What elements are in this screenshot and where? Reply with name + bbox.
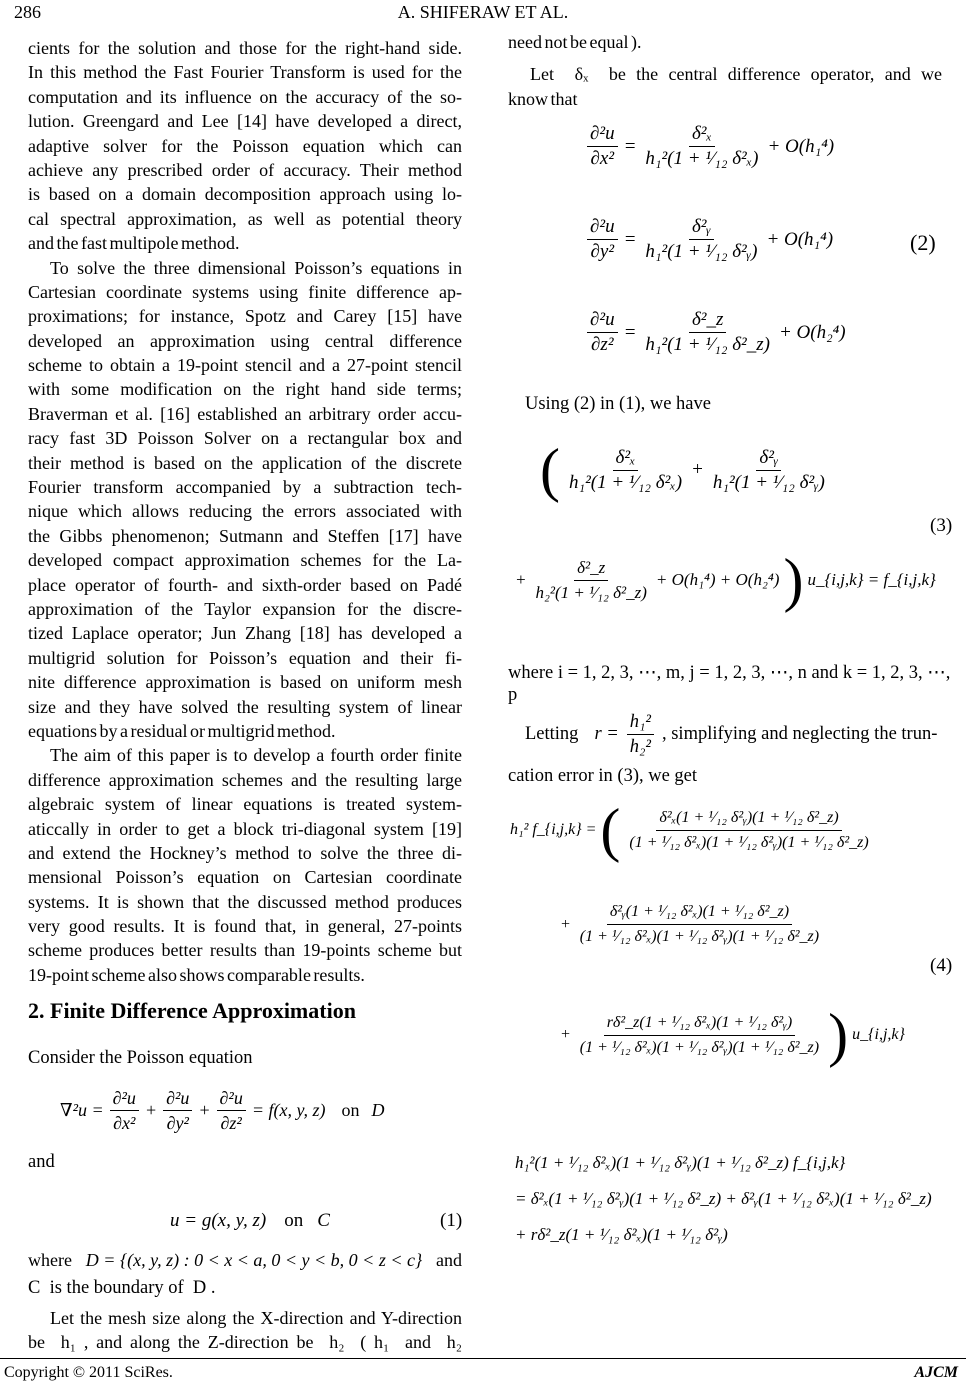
denominator: ∂y² — [166, 1113, 189, 1133]
eq3-row: + $\frac{\text{δ²\_z}}{\text{h₂²(1 + ¹⁄₁₂ δ²\_z)}}$ + O(h₁⁴) + O(h₂⁴) ) u_{i,j,k} = f_{i,j,k} — [515, 547, 936, 613]
eq-term: = f(x, y, z) — [251, 1100, 326, 1120]
text-line: algebraic system of linear equations is treated system- — [28, 794, 462, 815]
eq-term: r = — [594, 724, 619, 744]
eq-term: C — [317, 1210, 330, 1231]
text-line: know that — [508, 88, 578, 109]
eq-term: ∇²u = — [60, 1100, 104, 1120]
domain-expression: D = {(x, y, z) : 0 < x < a, 0 < y < b, 0 < z < c} — [85, 1250, 423, 1270]
denominator: ∂z² — [220, 1113, 242, 1133]
denominator: ∂x² — [590, 148, 615, 169]
text-line: 19-point scheme also shows comparable results. — [28, 964, 365, 985]
denominator: h₂² — [629, 737, 651, 757]
text-line: developed compact approximation schemes for the La- — [28, 550, 462, 571]
numerator: ∂²u — [110, 1086, 139, 1111]
fraction — [110, 1086, 139, 1135]
text-line: racy fast 3D Poisson Solver on a rectangular box and — [28, 428, 462, 449]
eq3-row: ( $\frac{\text{δ²ₓ}}{\text{h₁²(1 + ¹⁄₁₂ δ²ₓ)}}$ + $\frac{\text{δ²ᵧ}}{\text{h₁²(1 + ¹⁄₁₂ δ²ᵧ)}}$ — [540, 440, 830, 500]
right-column-intro — [508, 30, 942, 111]
footer-rule — [0, 1358, 966, 1359]
paragraph-3 — [28, 743, 462, 987]
numerator: δ²ₓ(1 + ¹⁄₁₂ δ²ᵧ)(1 + ¹⁄₁₂ δ²_z) — [656, 806, 841, 831]
numerator: δ²ᵧ — [689, 215, 714, 240]
text-line: computation and its influence on the accuracy of the so- — [28, 86, 462, 107]
text: , simplifying and neglecting the trun- — [661, 724, 938, 744]
fraction — [217, 1086, 246, 1135]
denominator: (1 + ¹⁄₁₂ δ²ₓ)(1 + ¹⁄₁₂ δ²ᵧ)(1 + ¹⁄₁₂ δ²_z) — [579, 928, 820, 945]
right-paren: ) — [783, 547, 804, 613]
equation-label: (1) — [440, 1210, 463, 1231]
denominator: h₁²(1 + ¹⁄₁₂ δ²ᵧ) — [712, 471, 825, 493]
text-line: The aim of this paper is to develop a fourth order finite — [50, 745, 462, 766]
eq-term: + O(h₂⁴) — [778, 321, 846, 343]
eq4-row — [560, 900, 824, 949]
text-line: Braverman et al. [16] established an arbitrary order accu- — [28, 403, 462, 424]
text-line: Cartesian coordinate systems using finite difference ap- — [28, 281, 462, 302]
text-line: and the fast multipole method. — [28, 233, 240, 254]
text-line: Let δₓ be the central difference operator, and we — [530, 64, 942, 85]
plus-sign: + — [560, 915, 571, 933]
section-heading: 2. Finite Difference Approximation — [28, 998, 356, 1023]
left-column — [28, 36, 462, 987]
paragraph-1 — [28, 36, 462, 256]
numerator: h₁² — [627, 710, 654, 735]
text-line: very good results. It is found that, in general, 27-points — [28, 916, 462, 937]
numerator: ∂²u — [217, 1086, 246, 1111]
denominator: ∂z² — [591, 334, 614, 355]
right-paren: ) — [828, 1002, 849, 1068]
eq-term: + O(h₁⁴) + O(h₂⁴) — [655, 570, 780, 589]
text-line: systems. It is shown that the discussed method produces — [28, 891, 462, 912]
eq-term: u = g(x, y, z) — [170, 1210, 267, 1231]
letting-line — [525, 710, 937, 759]
boundary-condition-equation — [170, 1210, 330, 1232]
text-line: need not be equal ). — [508, 32, 642, 52]
index-range-text: where i = 1, 2, 3, ⋯, m, j = 1, 2, 3, ⋯, n and k = 1, 2, 3, ⋯, p — [508, 663, 951, 705]
text-line: Let the mesh size along the X-direction and Y-direction — [50, 1308, 462, 1328]
text-line: tized Laplace operator; Jun Zhang [18] has developed a — [28, 623, 462, 644]
eq-text: on — [341, 1100, 360, 1120]
text: where — [28, 1250, 72, 1270]
text-line: equations by a residual or multigrid method. — [28, 720, 336, 741]
fraction — [163, 1086, 192, 1135]
numerator: rδ²_z(1 + ¹⁄₁₂ δ²ₓ)(1 + ¹⁄₁₂ δ²ᵧ) — [604, 1011, 795, 1036]
numerator: ∂²u — [163, 1086, 192, 1111]
text-line: Fourier transform accompanied by a subtraction tech- — [28, 477, 462, 498]
eq-term: u_{i,j,k} = f_{i,j,k} — [807, 570, 936, 589]
eq-text: on — [284, 1210, 304, 1231]
numerator: δ²ᵧ(1 + ¹⁄₁₂ δ²ₓ)(1 + ¹⁄₁₂ δ²_z) — [607, 900, 792, 925]
left-paren: ( — [600, 797, 621, 863]
text-line: cal spectral approximation, as well as potential theory — [28, 208, 462, 229]
numerator: δ²ₓ — [689, 122, 715, 147]
text-line: difference approximation schemes and the resulting large — [28, 769, 462, 790]
equation-label: (2) — [910, 230, 936, 255]
numerator: δ²_z — [574, 556, 608, 581]
eq2-row: $\frac{\text{∂²u}}{\text{∂x²}}$ = $\frac{\text{δ²ₓ}}{\text{h₁²(1 + ¹⁄₁₂ δ²ₓ)}}$ + O(h₁⁴) — [585, 122, 834, 171]
equation-label: (4) — [930, 955, 953, 976]
text-line: lution. Greengard and Lee [14] have developed a direct, — [28, 111, 462, 132]
eq5-row: + rδ²_z(1 + ¹⁄₁₂ δ²ₓ)(1 + ¹⁄₁₂ δ²ᵧ) — [515, 1225, 728, 1244]
numerator: ∂²u — [587, 308, 618, 333]
text-line: proximations; for instance, Spotz and Carey [15] have — [28, 306, 462, 327]
text-line: their method is based on the application of the discrete — [28, 452, 462, 473]
left-paren: ( — [540, 437, 560, 503]
text-line: place operator of fourth- and sixth-order based on Padé — [28, 574, 462, 595]
eq5-row: h₁²(1 + ¹⁄₁₂ δ²ₓ)(1 + ¹⁄₁₂ δ²ᵧ)(1 + ¹⁄₁₂ δ²_z) f_{i,j,k} — [515, 1153, 846, 1172]
cation-text: cation error in (3), we get — [508, 766, 698, 786]
journal-abbrev: AJCM — [914, 1364, 958, 1381]
text: Letting — [525, 724, 579, 744]
denominator: ∂x² — [113, 1113, 136, 1133]
text-line: nique which allows reducing the errors associated with — [28, 501, 462, 522]
eq-term: u_{i,j,k} — [852, 1026, 905, 1043]
domain-definition — [28, 1250, 462, 1271]
poisson-equation: ∇²u = $\frac{\text{∂²u}}{\text{∂x²}}$ + $\frac{\text{∂²u}}{\text{∂y²}}$ + $\frac{\text{∂²u}}{\text{∂z²}}$ = f(x, y, z) on D — [60, 1088, 385, 1133]
numerator: δ²ᵧ — [756, 446, 781, 471]
text-line: scheme to obtain a 19-point stencil and a 27-point stencil — [28, 355, 462, 376]
paragraph-2 — [28, 256, 462, 744]
plus-sign: + — [560, 1026, 571, 1043]
text-line: mensional Poisson’s equation on Cartesian coordinate — [28, 867, 462, 888]
numerator: δ²ₓ — [613, 446, 639, 471]
equation-label: (3) — [930, 515, 953, 536]
running-title: A. SHIFERAW ET AL. — [397, 2, 569, 22]
denominator: h₁²(1 + ¹⁄₁₂ δ²ᵧ) — [645, 241, 758, 262]
text-line: developed an approximation using central difference — [28, 330, 462, 351]
text-line: multigrid solution for Poisson’s equation and their fi- — [28, 647, 462, 668]
text-line: approximation of the Taylor expansion for the discre- — [28, 598, 462, 619]
denominator: h₁²(1 + ¹⁄₁₂ δ²_z) — [645, 334, 770, 355]
and-text: and — [28, 1152, 55, 1172]
boundary-text: C is the boundary of D . — [28, 1278, 216, 1298]
text-line: nite difference approximation is based on uniform mesh — [28, 672, 462, 693]
text-line: achieve any prescribed order of accuracy. Their method — [28, 159, 462, 180]
copyright: Copyright © 2011 SciRes. — [4, 1364, 173, 1381]
eq4-row — [510, 797, 874, 863]
denominator: h₂²(1 + ¹⁄₁₂ δ²_z) — [535, 582, 647, 602]
eq2-row: $\frac{\text{∂²u}}{\text{∂z²}}$ = $\frac{\text{δ²\_z}}{\text{h₁²(1 + ¹⁄₁₂ δ²\_z)}}$ + O(h₂⁴) — [585, 308, 846, 357]
denominator: h₁²(1 + ¹⁄₁₂ δ²ₓ) — [645, 148, 759, 169]
equation-5 — [515, 1150, 960, 1258]
eq-term: h₁² f_{i,j,k} = — [510, 821, 597, 838]
eq5-row: = δ²ₓ(1 + ¹⁄₁₂ δ²ᵧ)(1 + ¹⁄₁₂ δ²_z) + δ²ᵧ(1 + ¹⁄₁₂ δ²ₓ)(1 + ¹⁄₁₂ δ²_z) — [515, 1189, 932, 1208]
text-line: size and they have solved the resulting system of linear — [28, 696, 462, 717]
denominator: ∂y² — [590, 241, 615, 262]
mesh-paragraph — [28, 1306, 462, 1355]
denominator: (1 + ¹⁄₁₂ δ²ₓ)(1 + ¹⁄₁₂ δ²ᵧ)(1 + ¹⁄₁₂ δ²_z) — [629, 833, 869, 851]
text-line: aticcally in order to get a block tri-diagonal system [19] — [28, 818, 462, 839]
denominator: (1 + ¹⁄₁₂ δ²ₓ)(1 + ¹⁄₁₂ δ²ᵧ)(1 + ¹⁄₁₂ δ²_z) — [579, 1038, 820, 1056]
text-line: To solve the three dimensional Poisson’s equations in — [50, 257, 462, 278]
text-line: is based on a domain decomposition approach using lo- — [28, 184, 462, 205]
text-line: cients for the solution and those for the right-hand side. — [28, 38, 462, 58]
text-line: be h₁ , and along the Z-direction be h₂ ( h₁ and h₂ — [28, 1332, 462, 1353]
consider-text: Consider the Poisson equation — [28, 1048, 253, 1068]
text-line: scheme produces better results than 19-points scheme but — [28, 940, 462, 961]
text-line: with some modification on the right hand side terms; — [28, 379, 462, 400]
text-line: and extend the Hockney’s method to solve the three di- — [28, 842, 462, 863]
numerator: δ²_z — [689, 308, 726, 333]
numerator: ∂²u — [587, 122, 618, 147]
text-line: adaptive solver for the Poisson equation which can — [28, 135, 462, 156]
page-number: 286 — [14, 2, 41, 22]
eq4-row — [560, 1002, 905, 1068]
text-line: the Gibbs phenomenon; Sutmann and Steffen [17] have — [28, 525, 462, 546]
text: and — [435, 1250, 462, 1270]
using-text: Using (2) in (1), we have — [525, 394, 711, 414]
eq2-row: $\frac{\text{∂²u}}{\text{∂y²}}$ = $\frac{\text{δ²ᵧ}}{\text{h₁²(1 + ¹⁄₁₂ δ²ᵧ)}}$ + O(h₁⁴) — [585, 215, 833, 264]
eq-term: D — [371, 1100, 385, 1120]
eq-term: + O(h₁⁴) — [767, 135, 835, 157]
numerator: ∂²u — [587, 215, 618, 240]
denominator: h₁²(1 + ¹⁄₁₂ δ²ₓ) — [568, 471, 683, 493]
eq-term: + O(h₁⁴) — [766, 228, 834, 250]
text-line: In this method the Fast Fourier Transform is used for the — [28, 62, 462, 83]
